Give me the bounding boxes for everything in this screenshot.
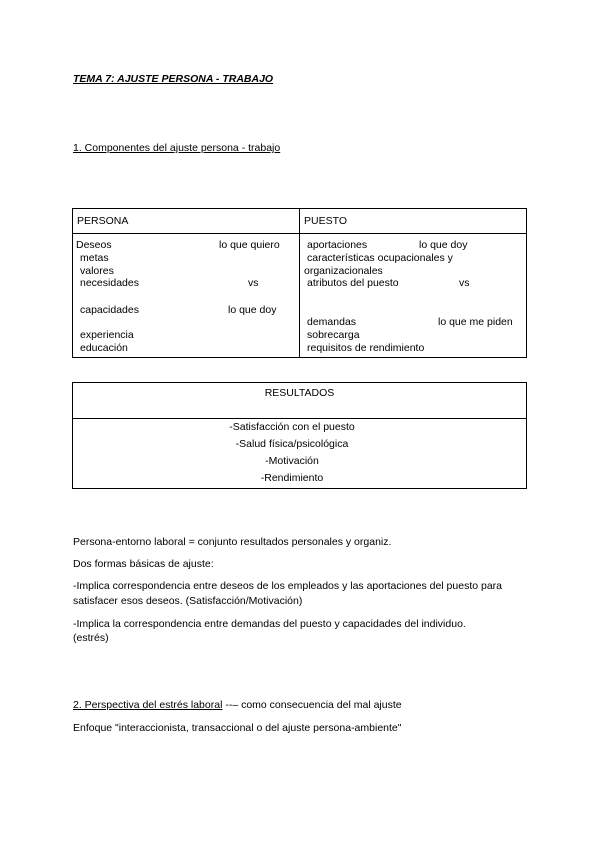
persona-metas: metas xyxy=(80,252,109,264)
persona-valores: valores xyxy=(80,265,114,277)
puesto-organizacionales: organizacionales xyxy=(304,265,383,277)
puesto-caracteristicas: características ocupacionales y xyxy=(307,252,453,264)
puesto-vs: vs xyxy=(459,277,470,289)
puesto-sobrecarga: sobrecarga xyxy=(307,329,360,341)
results-item: -Motivación xyxy=(265,455,319,467)
puesto-lo-que-me-piden: lo que me piden xyxy=(438,316,513,328)
section-2-heading-rest: --– como consecuencia del mal ajuste xyxy=(222,699,402,711)
persona-lo-que-doy: lo que doy xyxy=(228,304,277,316)
persona-lo-que-quiero: lo que quiero xyxy=(219,239,280,251)
persona-necesidades: necesidades xyxy=(80,277,139,289)
puesto-demandas: demandas xyxy=(307,316,357,328)
persona-experiencia: experiencia xyxy=(80,329,134,341)
puesto-lo-que-doy: lo que doy xyxy=(419,239,468,251)
puesto-requisitos: requisitos de rendimiento xyxy=(307,342,425,354)
paragraph-ajuste-1-line1: -Implica correspondencia entre deseos de los empleados y las aportaciones del puesto para xyxy=(73,580,503,592)
results-item: -Salud física/psicológica xyxy=(235,438,349,450)
puesto-atributos: atributos del puesto xyxy=(307,277,399,289)
results-item: -Rendimiento xyxy=(260,472,324,484)
section-2-heading-underlined: 2. Perspectiva del estrés laboral xyxy=(73,699,223,711)
persona-deseos: Deseos xyxy=(76,239,112,251)
paragraph-ajuste-2-line1: -Implica la correspondencia entre demandas del puesto y capacidades del individuo. xyxy=(73,618,466,630)
section-2-heading xyxy=(73,699,402,712)
persona-header: PERSONA xyxy=(77,215,129,227)
persona-vs: vs xyxy=(248,277,259,289)
paragraph-ajuste-1-line2: satisfacer esos deseos. (Satisfacción/Motivación) xyxy=(73,595,303,607)
persona-educacion: educación xyxy=(80,342,128,354)
section-1-heading: 1. Componentes del ajuste persona - trabajo xyxy=(73,142,281,154)
persona-capacidades: capacidades xyxy=(80,304,139,316)
paragraph-enfoque: Enfoque "interaccionista, transaccional o del ajuste persona-ambiente" xyxy=(73,722,402,734)
paragraph-ajuste-2-line2: (estrés) xyxy=(73,632,109,644)
paragraph-dos-formas: Dos formas básicas de ajuste: xyxy=(73,558,214,570)
results-header: RESULTADOS xyxy=(264,387,335,399)
puesto-header: PUESTO xyxy=(304,215,347,227)
puesto-aportaciones: aportaciones xyxy=(307,239,368,251)
results-item: -Satisfacción con el puesto xyxy=(229,421,355,433)
document-title: TEMA 7: AJUSTE PERSONA - TRABAJO xyxy=(73,73,274,85)
paragraph-persona-entorno: Persona-entorno laboral = conjunto resultados personales y organiz. xyxy=(73,536,392,548)
